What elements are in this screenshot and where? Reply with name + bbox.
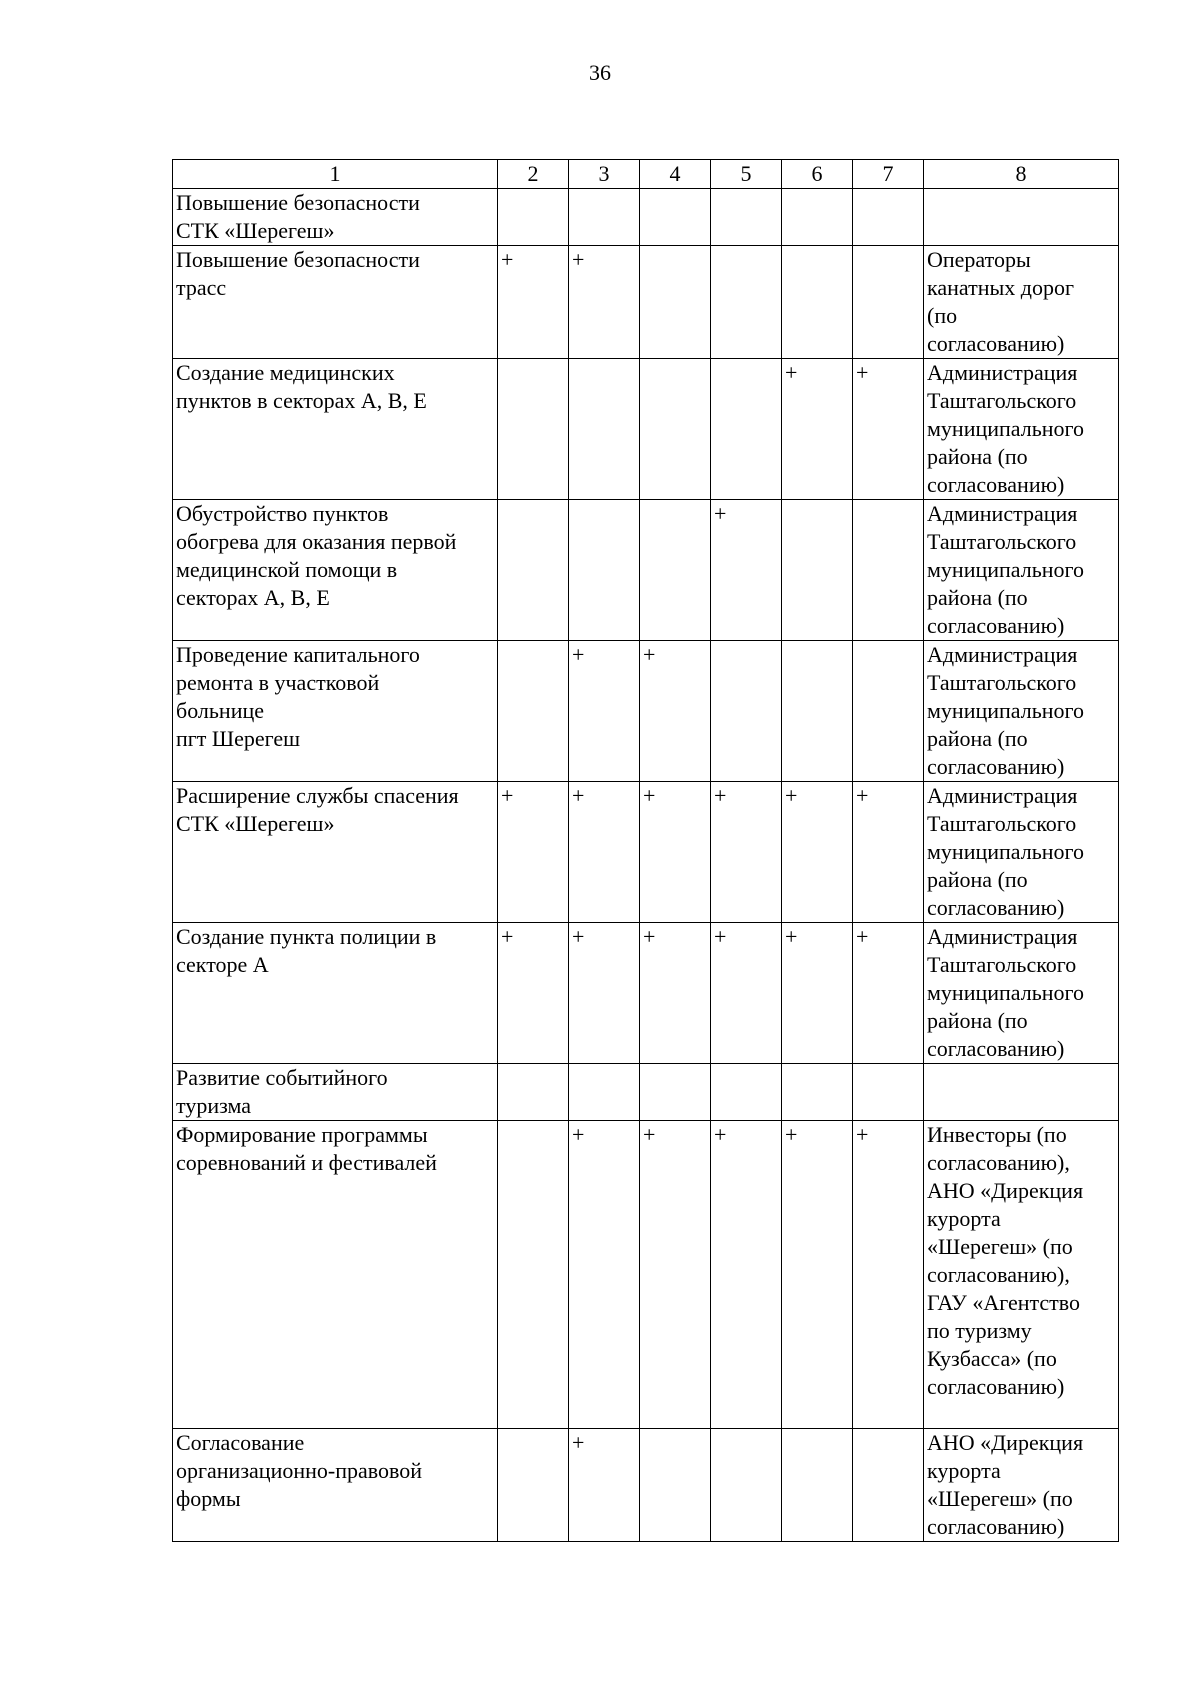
table-row [173,782,1119,923]
period-mark-cell: + [640,1121,711,1429]
table-row [173,189,1119,246]
table-row [173,1429,1119,1542]
period-mark-cell: + [853,359,924,500]
period-mark-cell [640,189,711,246]
period-mark-cell [711,1429,782,1542]
table-row [173,246,1119,359]
responsible-cell: Администрация Таштагольского муниципального района (по согласованию) [924,500,1119,641]
activity-cell: Проведение капитального ремонта в участковой больнице пгт Шерегеш [173,641,498,782]
period-mark-cell: + [853,782,924,923]
period-mark-cell [640,359,711,500]
period-mark-cell: + [711,1121,782,1429]
period-mark-cell: + [569,641,640,782]
period-mark-cell [711,189,782,246]
table-row [173,1121,1119,1429]
period-mark-cell: + [498,782,569,923]
column-header: 7 [853,160,924,189]
responsible-cell: Администрация Таштагольского муниципального района (по согласованию) [924,923,1119,1064]
responsible-cell: Администрация Таштагольского муниципального района (по согласованию) [924,782,1119,923]
table-row [173,500,1119,641]
period-mark-cell [640,1429,711,1542]
activity-cell: Расширение службы спасения СТК «Шерегеш» [173,782,498,923]
period-mark-cell [853,246,924,359]
period-mark-cell [498,1429,569,1542]
period-mark-cell: + [569,1121,640,1429]
period-mark-cell [711,246,782,359]
period-mark-cell [498,500,569,641]
period-mark-cell [853,1429,924,1542]
period-mark-cell [498,1064,569,1121]
period-mark-cell [498,189,569,246]
period-mark-cell: + [782,782,853,923]
responsible-cell: Администрация Таштагольского муниципального района (по согласованию) [924,359,1119,500]
period-mark-cell: + [640,782,711,923]
activity-cell: Повышение безопасности трасс [173,246,498,359]
period-mark-cell [640,1064,711,1121]
column-header: 3 [569,160,640,189]
period-mark-cell: + [498,923,569,1064]
period-mark-cell [853,1064,924,1121]
column-header: 8 [924,160,1119,189]
period-mark-cell: + [711,500,782,641]
period-mark-cell [853,189,924,246]
plan-table [172,159,1119,1542]
activity-cell: Создание пункта полиции в секторе А [173,923,498,1064]
period-mark-cell [711,1064,782,1121]
period-mark-cell [569,189,640,246]
period-mark-cell [782,1064,853,1121]
period-mark-cell [782,246,853,359]
period-mark-cell: + [782,1121,853,1429]
page-number: 36 [589,60,611,85]
period-mark-cell [782,189,853,246]
responsible-cell: АНО «Дирекция курорта «Шерегеш» (по согласованию) [924,1429,1119,1542]
period-mark-cell [569,359,640,500]
activity-cell: Формирование программы соревнований и фестивалей [173,1121,498,1429]
period-mark-cell [782,1429,853,1542]
period-mark-cell: + [569,1429,640,1542]
responsible-cell: Администрация Таштагольского муниципального района (по согласованию) [924,641,1119,782]
activity-cell: Согласование организационно-правовой формы [173,1429,498,1542]
period-mark-cell [782,641,853,782]
period-mark-cell [498,1121,569,1429]
period-mark-cell: + [498,246,569,359]
activity-cell: Создание медицинских пунктов в секторах А, В, Е [173,359,498,500]
period-mark-cell: + [853,923,924,1064]
responsible-cell: Инвесторы (по согласованию), АНО «Дирекция курорта «Шерегеш» (по согласованию), ГАУ «Агентство по туризму Кузбасса» (по согласованию) [924,1121,1119,1429]
period-mark-cell: + [782,359,853,500]
responsible-cell: Операторы канатных дорог (по согласованию) [924,246,1119,359]
table-row [173,923,1119,1064]
column-header: 4 [640,160,711,189]
period-mark-cell [498,641,569,782]
period-mark-cell [640,500,711,641]
period-mark-cell: + [782,923,853,1064]
period-mark-cell: + [569,246,640,359]
table-header-row [173,160,1119,189]
responsible-cell [924,1064,1119,1121]
column-header: 2 [498,160,569,189]
period-mark-cell [711,359,782,500]
table-row [173,641,1119,782]
period-mark-cell: + [711,782,782,923]
period-mark-cell [569,500,640,641]
period-mark-cell [853,641,924,782]
column-header: 6 [782,160,853,189]
period-mark-cell: + [640,641,711,782]
table-row [173,1064,1119,1121]
period-mark-cell [569,1064,640,1121]
period-mark-cell: + [711,923,782,1064]
activity-cell: Повышение безопасности СТК «Шерегеш» [173,189,498,246]
activity-cell: Развитие событийного туризма [173,1064,498,1121]
period-mark-cell [498,359,569,500]
period-mark-cell: + [569,923,640,1064]
responsible-cell [924,189,1119,246]
period-mark-cell: + [853,1121,924,1429]
period-mark-cell: + [569,782,640,923]
period-mark-cell [853,500,924,641]
period-mark-cell [711,641,782,782]
column-header: 5 [711,160,782,189]
period-mark-cell [640,246,711,359]
column-header: 1 [173,160,498,189]
period-mark-cell [782,500,853,641]
table-row [173,359,1119,500]
period-mark-cell: + [640,923,711,1064]
activity-cell: Обустройство пунктов обогрева для оказания первой медицинской помощи в секторах А, В, Е [173,500,498,641]
